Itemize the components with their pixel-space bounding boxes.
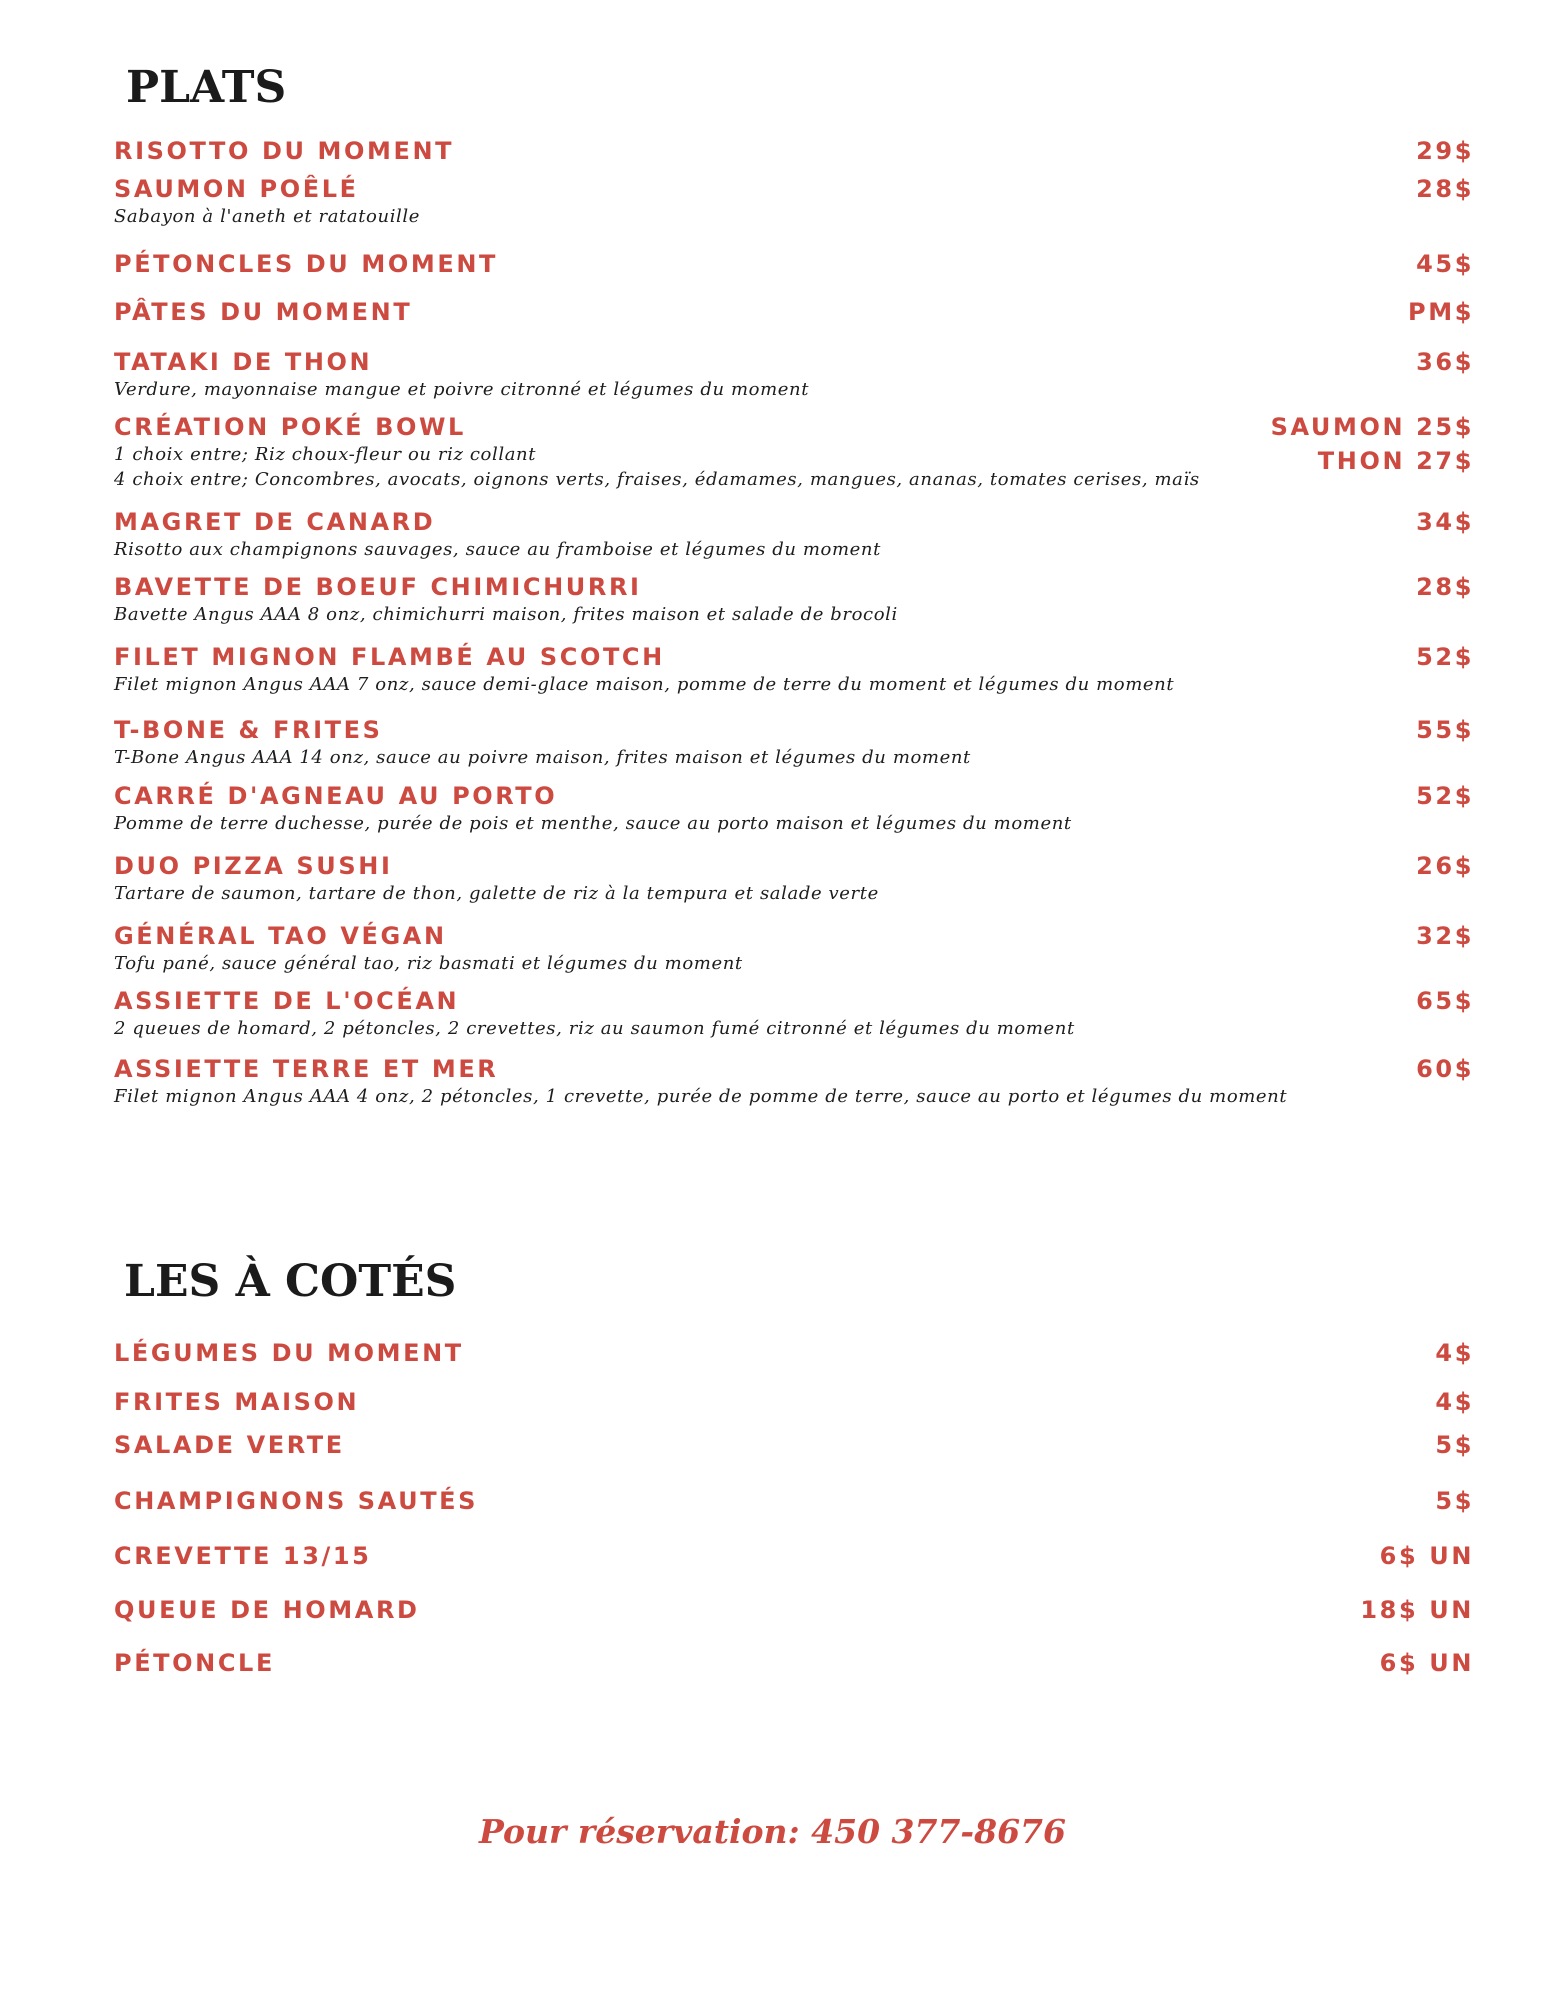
plat-name: BAVETTE DE BOEUF CHIMICHURRI [114, 573, 642, 601]
plat-description: Bavette Angus AAA 8 onz, chimichurri maison, frites maison et salade de brocoli [114, 604, 898, 625]
cote-item [114, 1338, 1474, 1368]
plat-name: GÉNÉRAL TAO VÉGAN [114, 922, 447, 950]
plat-price [1416, 781, 1474, 811]
plat-item [114, 986, 1474, 1041]
cote-price: 6$ UN [1379, 1542, 1474, 1570]
cotes-title: LES À COTÉS [124, 1256, 457, 1307]
plat-item [114, 851, 1474, 906]
plat-price [1416, 507, 1474, 537]
plat-price [1416, 572, 1474, 602]
plat-price-value: 26$ [1416, 852, 1474, 880]
plat-name: FILET MIGNON FLAMBÉ AU SCOTCH [114, 643, 665, 671]
plat-price [1416, 851, 1474, 881]
plat-price [1416, 347, 1474, 377]
plat-description-2: 4 choix entre; Concombres, avocats, oignons verts, fraises, édamames, mangues, ananas, tomates cerises, maïs [114, 469, 1200, 490]
cote-price: 6$ UN [1379, 1649, 1474, 1677]
plat-name: TATAKI DE THON [114, 348, 373, 376]
plat-item [114, 136, 1474, 166]
plat-price-value: 65$ [1416, 987, 1474, 1015]
cotes-list [114, 1338, 1474, 1678]
plats-title: PLATS [126, 62, 287, 113]
plat-item [114, 572, 1474, 627]
plat-price-value: 28$ [1416, 573, 1474, 601]
plat-item [114, 715, 1474, 770]
plat-name: CARRÉ D'AGNEAU AU PORTO [114, 782, 558, 810]
plat-description: Verdure, mayonnaise mangue et poivre citronné et légumes du moment [114, 379, 810, 400]
plat-name: DUO PIZZA SUSHI [114, 852, 393, 880]
plat-description: Sabayon à l'aneth et ratatouille [114, 206, 421, 227]
plat-price-value: 29$ [1416, 137, 1474, 165]
plat-description: Risotto aux champignons sauvages, sauce au framboise et légumes du moment [114, 539, 881, 560]
plat-price [1416, 136, 1474, 166]
plat-name: CRÉATION POKÉ BOWL [114, 413, 466, 441]
plat-price [1416, 986, 1474, 1016]
plat-price [1416, 715, 1474, 745]
plat-item [114, 297, 1474, 327]
plat-price [1416, 1054, 1474, 1084]
plat-price [1416, 642, 1474, 672]
plat-item [114, 1054, 1474, 1109]
cote-name: FRITES MAISON [114, 1388, 360, 1416]
plat-description: Filet mignon Angus AAA 4 onz, 2 pétoncles, 1 crevette, purée de pomme de terre, sauce au porto et légumes du moment [114, 1086, 1288, 1107]
cote-name: CREVETTE 13/15 [114, 1542, 372, 1570]
cote-price: 4$ [1435, 1388, 1474, 1416]
plat-item [114, 781, 1474, 836]
plat-item [114, 347, 1474, 402]
plat-name: ASSIETTE TERRE ET MER [114, 1055, 499, 1083]
cote-price: 4$ [1435, 1339, 1474, 1367]
plat-description: 1 choix entre; Riz choux-fleur ou riz collant [114, 444, 537, 465]
plat-price [1416, 174, 1474, 204]
plat-price [1416, 249, 1474, 279]
plat-name: PÉTONCLES DU MOMENT [114, 250, 498, 278]
plat-item [114, 921, 1474, 976]
plat-price-value: 36$ [1416, 348, 1474, 376]
plat-price-value: 52$ [1416, 782, 1474, 810]
plat-price-value: 45$ [1416, 250, 1474, 278]
plat-description: Pomme de terre duchesse, purée de pois et menthe, sauce au porto maison et légumes du moment [114, 813, 1072, 834]
cote-price: 18$ UN [1360, 1596, 1474, 1624]
plat-description: Filet mignon Angus AAA 7 onz, sauce demi-glace maison, pomme de terre du moment et légumes du moment [114, 674, 1175, 695]
plat-item [114, 249, 1474, 279]
plat-name: PÂTES DU MOMENT [114, 298, 413, 326]
cote-item [114, 1486, 1474, 1516]
cote-item [114, 1387, 1474, 1417]
plat-item [114, 174, 1474, 229]
reservation-footer: Pour réservation: 450 377-8676 [479, 1812, 1066, 1851]
plat-price-value: 60$ [1416, 1055, 1474, 1083]
plat-description: 2 queues de homard, 2 pétoncles, 2 crevettes, riz au saumon fumé citronné et légumes du moment [114, 1018, 1075, 1039]
plat-price-value: 34$ [1416, 508, 1474, 536]
cote-name: SALADE VERTE [114, 1431, 345, 1459]
cote-price: 5$ [1435, 1487, 1474, 1515]
plat-price-value: 28$ [1416, 175, 1474, 203]
cote-name: PÉTONCLE [114, 1649, 275, 1677]
cote-name: QUEUE DE HOMARD [114, 1596, 420, 1624]
plat-item [114, 412, 1474, 492]
plat-name: T-BONE & FRITES [114, 716, 383, 744]
plat-description: T-Bone Angus AAA 14 onz, sauce au poivre maison, frites maison et légumes du moment [114, 747, 971, 768]
plat-name: RISOTTO DU MOMENT [114, 137, 455, 165]
cote-name: LÉGUMES DU MOMENT [114, 1339, 464, 1367]
plat-price [1416, 921, 1474, 951]
plat-description: Tartare de saumon, tartare de thon, galette de riz à la tempura et salade verte [114, 883, 879, 904]
plat-price [1408, 297, 1474, 327]
plat-name: MAGRET DE CANARD [114, 508, 436, 536]
plat-price-value: 55$ [1416, 716, 1474, 744]
cote-item [114, 1541, 1474, 1571]
cote-name: CHAMPIGNONS SAUTÉS [114, 1487, 479, 1515]
plat-price-value: 32$ [1416, 922, 1474, 950]
plat-description: Tofu pané, sauce général tao, riz basmati et légumes du moment [114, 953, 743, 974]
plats-list [114, 136, 1474, 1109]
plat-price [1271, 412, 1474, 476]
plat-name: ASSIETTE DE L'OCÉAN [114, 987, 460, 1015]
cote-item [114, 1648, 1474, 1678]
cote-item [114, 1595, 1474, 1625]
plat-name: SAUMON POÊLÉ [114, 175, 359, 203]
cote-item [114, 1430, 1474, 1460]
plat-price-value: PM$ [1408, 298, 1474, 326]
cote-price: 5$ [1435, 1431, 1474, 1459]
plat-price-value: SAUMON 25$ [1270, 413, 1474, 441]
plat-price-value: THON 27$ [1317, 447, 1474, 475]
plat-item [114, 642, 1474, 697]
plat-item [114, 507, 1474, 562]
plat-price-value: 52$ [1416, 643, 1474, 671]
